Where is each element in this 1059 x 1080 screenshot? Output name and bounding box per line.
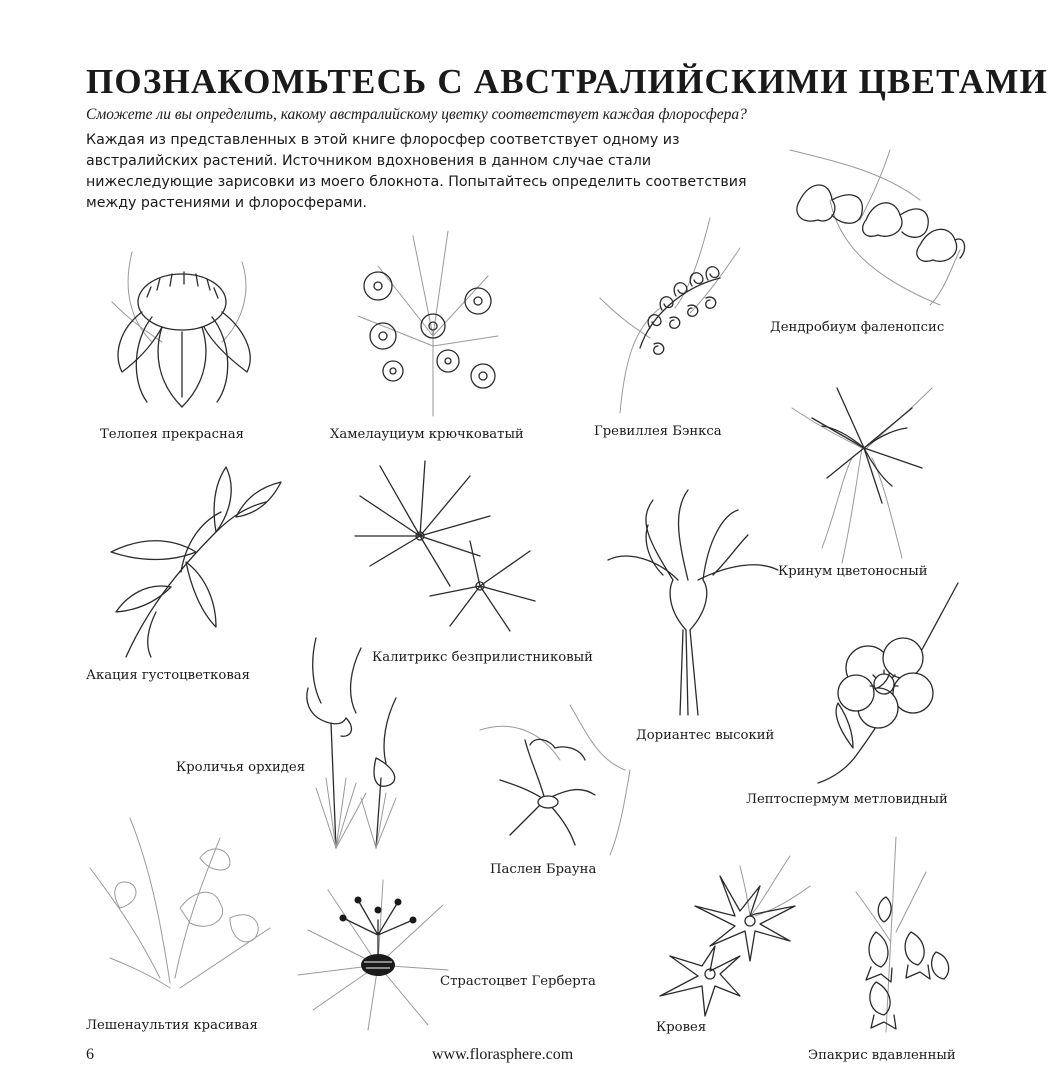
label-passiflora: Страстоцвет Герберта bbox=[440, 974, 596, 989]
page-title: ПОЗНАКОМЬТЕСЬ С АВСТРАЛИЙСКИМИ ЦВЕТАМИ bbox=[86, 62, 1049, 101]
lechenaultia-drawing bbox=[80, 808, 280, 1008]
label-epacris: Эпакрис вдавленный bbox=[808, 1048, 956, 1063]
page-subtitle: Сможете ли вы определить, какому австралийскому цветку соответствует каждая флоросфера? bbox=[86, 106, 747, 123]
dendrobium-drawing bbox=[770, 140, 970, 310]
label-doryanthes: Дориантес высокий bbox=[636, 728, 775, 743]
callitris-drawing bbox=[350, 456, 540, 641]
telopea-drawing bbox=[92, 232, 272, 422]
intro-paragraph: Каждая из представленных в этой книге флоросфер соответствует одному из австралийских растений. Источником вдохновения в данном случае стали нижеследующие зарисовки из моего блокнота. Попытайтесь определить соответствия между растениями и флоросферами. bbox=[86, 132, 747, 211]
label-grevillea: Гревиллея Бэнкса bbox=[594, 424, 722, 439]
label-rabbit-orchid: Кроличья орхидея bbox=[176, 760, 306, 775]
chamelaucium-drawing bbox=[338, 226, 508, 421]
passiflora-drawing bbox=[298, 880, 448, 1030]
label-lechenaultia: Лешенаультия красивая bbox=[86, 1018, 258, 1033]
label-solanum: Паслен Брауна bbox=[490, 862, 597, 877]
doryanthes-drawing bbox=[598, 480, 788, 720]
leptospermum-drawing bbox=[808, 578, 968, 788]
label-dendrobium: Дендробиум фаленопсис bbox=[770, 320, 945, 335]
label-telopea: Телопея прекрасная bbox=[100, 427, 244, 442]
label-crowea: Кровея bbox=[656, 1020, 707, 1035]
rabbit-orchid-drawing bbox=[286, 628, 436, 853]
crowea-drawing bbox=[640, 846, 820, 1021]
grevillea-drawing bbox=[580, 208, 770, 418]
label-leptospermum: Лептоспермум метловидный bbox=[746, 792, 948, 807]
label-callitris: Калитрикс безприлистниковый bbox=[372, 650, 593, 665]
page-number: 6 bbox=[86, 1046, 94, 1063]
crinum-drawing bbox=[782, 368, 952, 563]
solanum-drawing bbox=[470, 700, 640, 860]
epacris-drawing bbox=[836, 832, 976, 1042]
label-chamelaucium: Хамелауциум крючковатый bbox=[330, 427, 524, 442]
label-acacia: Акация густоцветковая bbox=[86, 668, 250, 683]
label-crinum: Кринум цветоносный bbox=[778, 564, 928, 579]
acacia-drawing bbox=[86, 462, 286, 662]
website-url[interactable]: www.florasphere.com bbox=[432, 1046, 574, 1063]
